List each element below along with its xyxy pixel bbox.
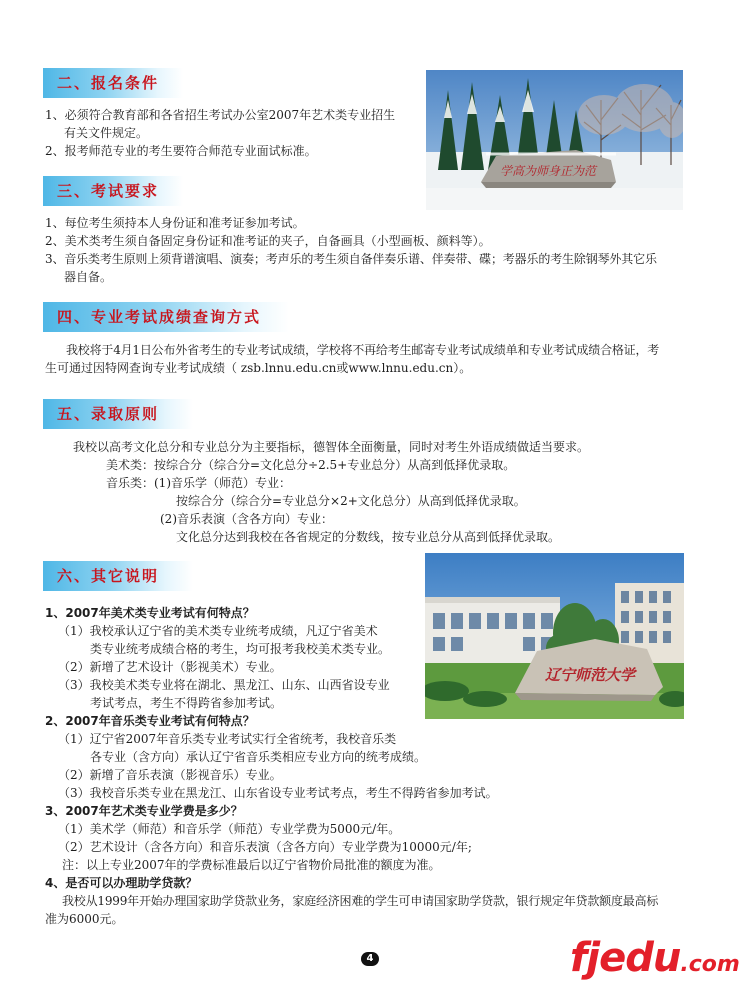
question-4-line: 准为6000元。: [45, 912, 124, 926]
section-five-line: 我校以高考文化总分和专业总分为主要指标，德智体全面衡量，同时对考生外语成绩做适当要求。: [73, 440, 590, 454]
section-three-line: 2、美术类考生须自备固定身份证和准考证的夹子，自备画具（小型画板、颜料等）。: [45, 234, 491, 248]
section-six-banner: [43, 561, 193, 591]
question-1-line: （3）我校美术类专业将在湖北、黑龙江、山东、山西省设专业: [58, 678, 390, 692]
section-three-line: 3、音乐类考生原则上须背谱演唱、演奏；考声乐的考生须自备伴奏乐谱、伴奏带、碟；考器乐的考生除钢琴外其它乐: [45, 252, 657, 266]
section-three-banner: [43, 176, 183, 206]
question-2-line: （1）辽宁省2007年音乐类专业考试实行全省统考，我校音乐类: [58, 732, 397, 746]
watermark-main: fjedu: [570, 935, 681, 981]
section-five-banner: [43, 399, 193, 429]
question-3: 3、2007年艺术类专业学费是多少？: [45, 804, 243, 818]
section-three-line: 器自备。: [64, 270, 113, 284]
campus-snow-illustration: [426, 70, 683, 210]
section-five-line: 美术类：按综合分（综合分=文化总分÷2.5+专业总分）从高到低择优录取。: [106, 458, 516, 472]
section-three-title: 三、考试要求: [57, 182, 160, 200]
fjedu-watermark: [570, 935, 740, 981]
section-four-banner: [43, 302, 289, 332]
section-five-line: 文化总分达到我校在各省规定的分数线，按专业总分从高到低择优录取。: [176, 530, 561, 544]
question-1-line: 考试考点，考生不得跨省参加考试。: [90, 696, 283, 710]
question-2-line: 各专业（含方向）承认辽宁省音乐类相应专业方向的统考成绩。: [90, 750, 427, 764]
question-4-line: 我校从1999年开始办理国家助学贷款业务，家庭经济困难的学生可申请国家助学贷款，银行规定年贷款额度最高标: [62, 894, 659, 908]
section-five-title: 五、录取原则: [57, 405, 160, 423]
top-stone-inscription: 学高为师身正为范: [499, 164, 597, 178]
question-3-line: （2）艺术设计（含各方向）和音乐表演（含各方向）专业学费为10000元/年;: [58, 840, 472, 854]
campus-building-photo: [425, 553, 684, 719]
section-five-line: (2)音乐表演（含各方向）专业：: [160, 512, 333, 526]
question-4: 4、是否可以办理助学贷款？: [45, 876, 198, 890]
question-2-line: （2）新增了音乐表演（影视音乐）专业。: [58, 768, 282, 782]
section-six-title: 六、其它说明: [57, 567, 160, 585]
section-two-title: 二、报名条件: [57, 74, 160, 92]
question-2-line: （3）我校音乐类专业在黑龙江、山东省设专业考试考点，考生不得跨省参加考试。: [58, 786, 498, 800]
section-four-line: 生可通过因特网查询专业考试成绩（ zsb.lnnu.edu.cn或www.lnnu.edu.cn）。: [45, 361, 472, 375]
section-five-line: 音乐类：(1)音乐学（师范）专业：: [106, 476, 291, 490]
question-2: 2、2007年音乐类专业考试有何特点？: [45, 714, 255, 728]
question-1: 1、2007年美术类专业考试有何特点？: [45, 606, 255, 620]
section-two-banner: [43, 68, 183, 98]
section-two-line: 有关文件规定。: [64, 126, 149, 140]
question-1-line: 类专业统考成绩合格的考生，均可报考我校美术类专业。: [90, 642, 391, 656]
question-3-line: （1）美术学（师范）和音乐学（师范）专业学费为5000元/年。: [58, 822, 401, 836]
question-1-line: （1）我校承认辽宁省的美术类专业统考成绩，凡辽宁省美术: [58, 624, 378, 638]
watermark-suffix: .com: [680, 952, 740, 977]
section-five-line: 按综合分（综合分=专业总分×2+文化总分）从高到低择优录取。: [176, 494, 526, 508]
bottom-stone-inscription: 辽宁师范大学: [544, 666, 636, 684]
section-four-title: 四、专业考试成绩查询方式: [57, 308, 262, 326]
section-two-line: 1、必须符合教育部和各省招生考试办公室2007年艺术类专业招生: [45, 108, 396, 122]
section-two-line: 2、报考师范专业的考生要符合师范专业面试标准。: [45, 144, 317, 158]
question-3-line: 注：以上专业2007年的学费标准最后以辽宁省物价局批准的额度为准。: [62, 858, 441, 872]
campus-building-illustration: [425, 553, 684, 719]
page-number: 4: [361, 952, 379, 966]
section-four-line: 我校将于4月1日公布外省考生的专业考试成绩，学校将不再给考生邮寄专业考试成绩单和专业考试成绩合格证，考: [66, 343, 660, 357]
question-1-line: （2）新增了艺术设计（影视美术）专业。: [58, 660, 282, 674]
section-three-line: 1、每位考生须持本人身份证和准考证参加考试。: [45, 216, 305, 230]
campus-snow-photo: [426, 70, 683, 210]
